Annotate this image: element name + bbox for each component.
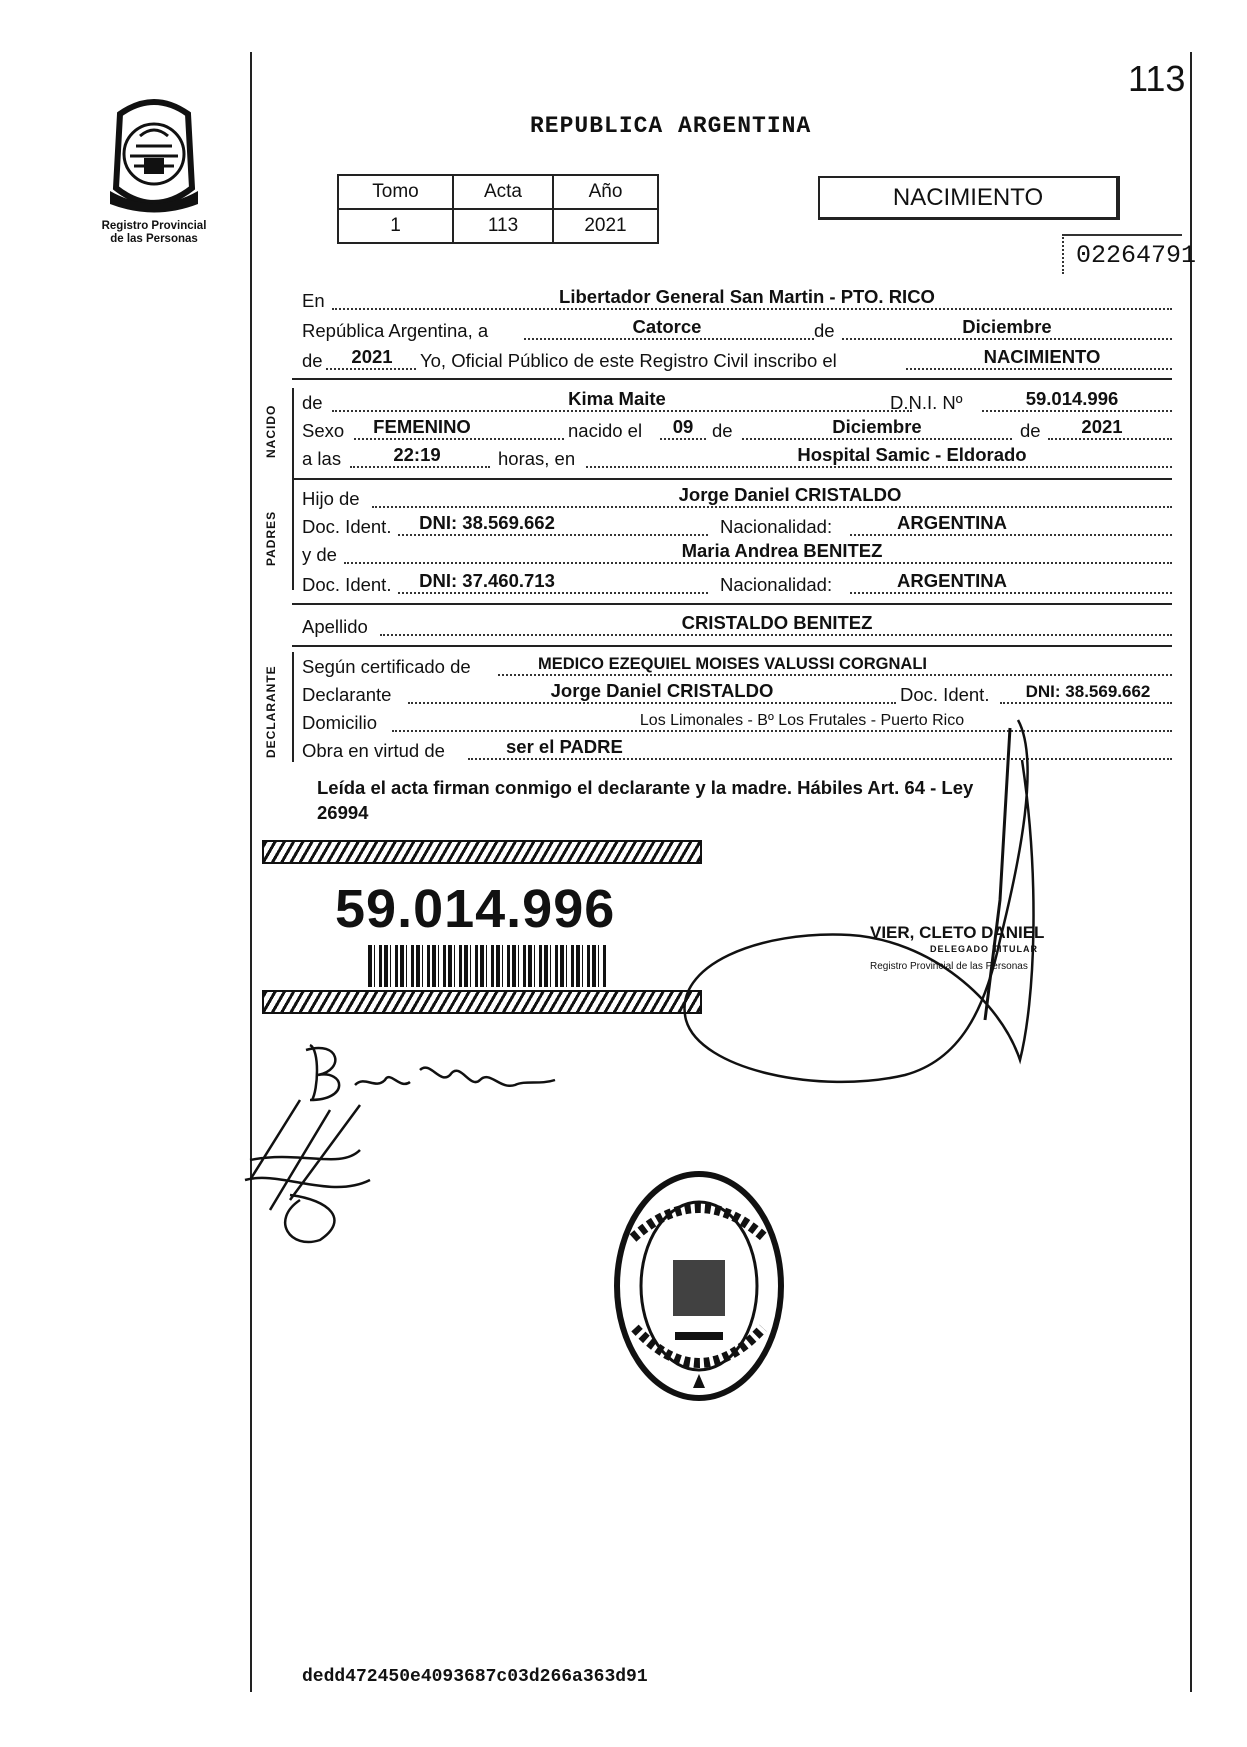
declarante-section-label: DECLARANTE [264, 665, 278, 758]
de2-label: de [302, 350, 323, 371]
page-left-border [250, 52, 252, 1692]
declarante-label: Declarante [302, 684, 392, 705]
form-row-certificate [302, 650, 1172, 680]
closing-statement [317, 775, 1157, 825]
section-divider [292, 603, 1172, 605]
de3-label: de [712, 420, 733, 441]
dni-label: D.N.I. Nº [890, 392, 963, 413]
dotted-line [524, 338, 814, 340]
tomo-value: 1 [338, 209, 453, 243]
horas-label: horas, en [498, 448, 576, 469]
child-name: Kima Maite [568, 388, 666, 409]
security-pattern-top [262, 840, 702, 864]
mother-name: Maria Andrea BENITEZ [681, 540, 883, 561]
apellido-label: Apellido [302, 616, 368, 637]
form-row-father [302, 482, 1172, 512]
father-doc-label: Doc. Ident. [302, 516, 392, 537]
rep-label: República Argentina, a [302, 320, 489, 341]
security-pattern-bottom [262, 990, 702, 1014]
form-row-declarant [302, 678, 1172, 708]
form-row-surname [302, 610, 1172, 640]
birth-place: Hospital Samic - Eldorado [797, 444, 1027, 465]
form-row-date [302, 314, 1172, 344]
page-right-border [1190, 52, 1192, 1692]
mother-nat-label: Nacionalidad: [720, 574, 833, 595]
inscribo-text: Yo, Oficial Público de este Registro Civil inscribo el [420, 350, 837, 371]
name-label: de [302, 392, 323, 413]
birth-time: 22:19 [393, 444, 441, 465]
officer-name: VIER, CLETO DANIEL [870, 923, 1045, 942]
mother-nationality: ARGENTINA [897, 570, 1007, 591]
dotted-line [586, 466, 1172, 468]
form-row-time [302, 442, 1172, 472]
dotted-line [498, 674, 1172, 676]
domicilio-label: Domicilio [302, 712, 378, 733]
act-type-box: NACIMIENTO [818, 176, 1120, 220]
child-dni: 59.014.996 [1025, 388, 1119, 409]
reason-value: ser el PADRE [506, 736, 623, 757]
dotted-line [408, 702, 896, 704]
address-value: Los Limonales - Bº Los Frutales - Puerto Rico [639, 712, 965, 729]
dotted-line [906, 368, 1172, 370]
section-divider [292, 645, 1172, 647]
form-row-sex [302, 414, 1172, 444]
dni-barcode [368, 945, 608, 987]
y-de-label: y de [302, 544, 337, 565]
certificate-doctor: MEDICO EZEQUIEL MOISES VALUSSI CORGNALI [538, 655, 928, 673]
birth-month: Diciembre [832, 416, 922, 437]
dotted-line [332, 410, 912, 412]
place-value: Libertador General San Martin - PTO. RICO [559, 286, 935, 307]
document-hash: dedd472450e4093687c03d266a363d91 [302, 1667, 648, 1687]
acta-value: 113 [453, 209, 553, 243]
nacido-section-label: NACIDO [264, 404, 278, 458]
dotted-line [344, 562, 1172, 564]
father-nat-label: Nacionalidad: [720, 516, 833, 537]
father-doc: DNI: 38.569.662 [419, 512, 555, 533]
closing-line2: 26994 [317, 802, 369, 823]
dotted-line [850, 592, 1172, 594]
birth-year: 2021 [1081, 416, 1123, 437]
page-number: 113 [1128, 58, 1186, 99]
officer-org: Registro Provincial de las Personas [870, 961, 1028, 972]
segun-label: Según certificado de [302, 656, 471, 677]
birth-day: 09 [672, 416, 694, 437]
ano-value: 2021 [553, 209, 658, 243]
acta-header: Acta [453, 175, 553, 209]
dotted-line [660, 438, 706, 440]
surname-value: CRISTALDO BENITEZ [681, 612, 873, 633]
en-label: En [302, 290, 325, 311]
mother-doc-label: Doc. Ident. [302, 574, 392, 595]
officer-stamp [870, 924, 1044, 975]
registration-year: 2021 [351, 346, 393, 367]
form-row-inscribo [302, 344, 1172, 374]
dotted-line [392, 730, 1172, 732]
registry-table [337, 174, 659, 244]
form-row-en [302, 284, 1172, 314]
mother-doc: DNI: 37.460.713 [419, 570, 555, 591]
hijo-label: Hijo de [302, 488, 360, 509]
tomo-header: Tomo [338, 175, 453, 209]
registry-oval-seal [613, 1168, 785, 1404]
logo-caption-line2: de las Personas [110, 233, 198, 245]
dotted-line [468, 758, 1172, 760]
dotted-line [1048, 438, 1172, 440]
inscribo-value: NACIMIENTO [983, 346, 1101, 367]
dotted-line [1000, 702, 1172, 704]
de-label: de [814, 320, 835, 341]
registration-month: Diciembre [962, 316, 1052, 337]
dotted-line [354, 438, 564, 440]
declarante-doc-label: Doc. Ident. [900, 684, 990, 705]
dotted-line [332, 308, 1172, 310]
dni-large-number: 59.014.996 [335, 879, 616, 939]
de4-label: de [1020, 420, 1041, 441]
section-divider [292, 478, 1172, 480]
dotted-line [350, 466, 490, 468]
logo-caption [84, 220, 224, 246]
section-bracket [292, 652, 294, 762]
closing-line1: Leída el acta firman conmigo el declarante y la madre. Hábiles Art. 64 - Ley [317, 777, 974, 798]
padres-section-label: PADRES [264, 510, 278, 566]
dotted-line [398, 534, 708, 536]
father-name: Jorge Daniel CRISTALDO [678, 484, 902, 505]
section-divider [292, 378, 1172, 380]
registration-day: Catorce [632, 316, 702, 337]
declarant-doc: DNI: 38.569.662 [1025, 682, 1151, 701]
father-nationality: ARGENTINA [897, 512, 1007, 533]
dotted-line [842, 338, 1172, 340]
document-title: REPUBLICA ARGENTINA [530, 113, 812, 139]
logo-caption-line1: Registro Provincial [101, 220, 207, 232]
dotted-line [742, 438, 1012, 440]
nacido-el-label: nacido el [568, 420, 643, 441]
obra-label: Obra en virtud de [302, 740, 445, 761]
dotted-line [398, 592, 708, 594]
dotted-line [326, 368, 416, 370]
a-las-label: a las [302, 448, 342, 469]
section-bracket [292, 388, 294, 484]
serial-number: 02264791 [1062, 234, 1182, 274]
dotted-line [982, 410, 1172, 412]
form-row-reason [302, 734, 1172, 764]
form-row-father-doc [302, 510, 1172, 540]
officer-title: DELEGADO TITULAR [930, 944, 1038, 954]
form-row-mother [302, 538, 1172, 568]
section-bracket [292, 484, 294, 590]
child-sex: FEMENINO [373, 416, 471, 437]
sexo-label: Sexo [302, 420, 345, 441]
form-row-name [302, 386, 1172, 416]
declarant-name: Jorge Daniel CRISTALDO [550, 680, 774, 701]
ano-header: Año [553, 175, 658, 209]
dotted-line [372, 506, 1172, 508]
form-row-mother-doc [302, 568, 1172, 598]
dotted-line [380, 634, 1172, 636]
dotted-line [850, 534, 1172, 536]
form-row-address [302, 706, 1172, 736]
misiones-coat-of-arms-logo [100, 96, 208, 214]
